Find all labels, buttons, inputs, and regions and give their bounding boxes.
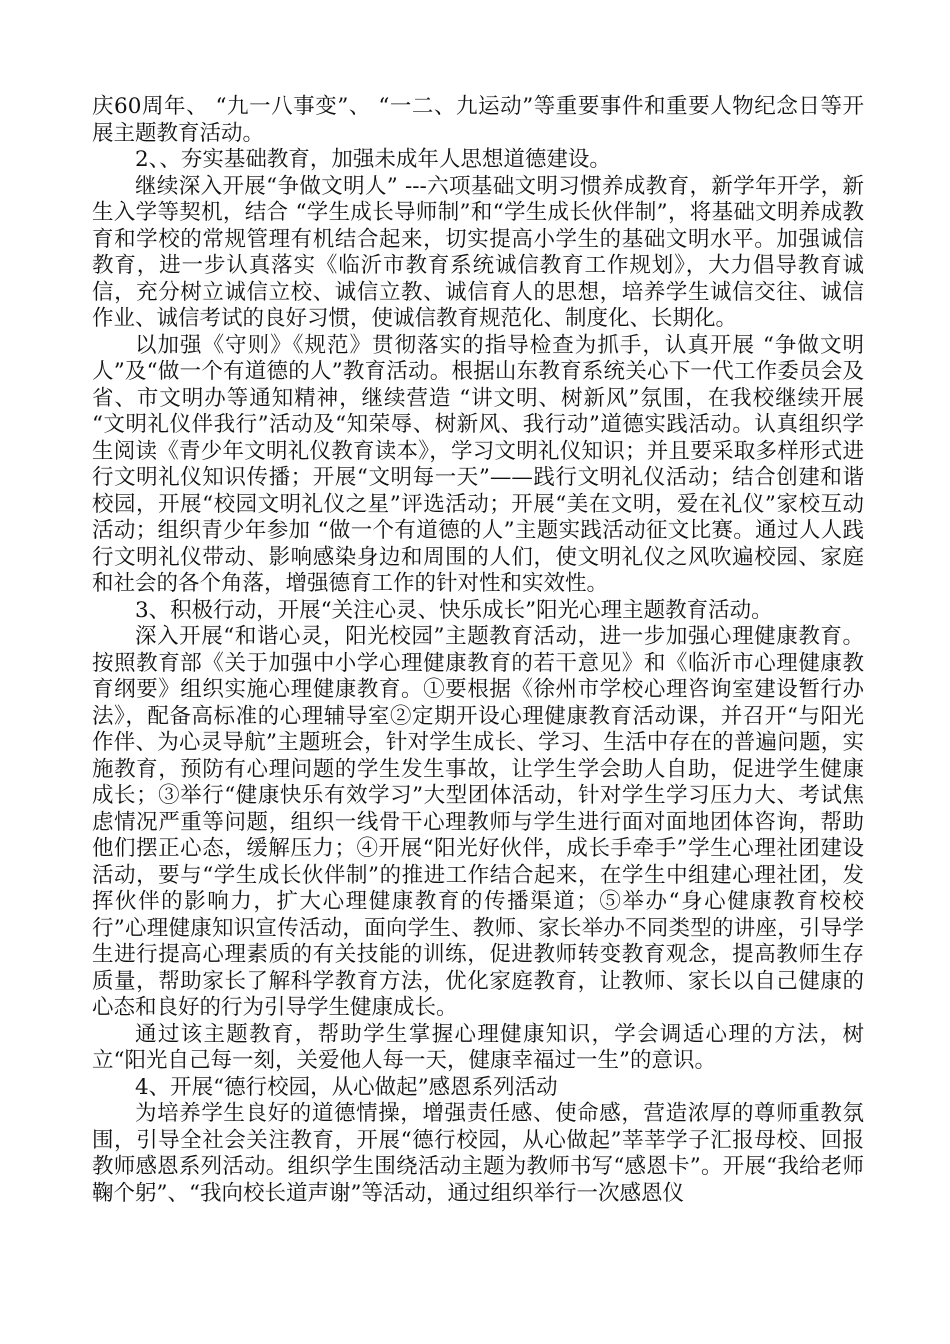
paragraph-mental-health: 深入开展“和谐心灵，阳光校园”主题教育活动，进一步加强心理健康教育。按照教育部《关于加强中小学心理健康教育的若干意见》和《临沂市心理健康教育纲要》组织实施心理健康教育。①要根据《徐州市学校心理咨询室建设暂行办法》，配备高标准的心理辅导室②定期开设心理健康教育活动课，并召开“与阳光作伴、为心灵导航”主题班会，针对学生成长、学习、生活中存在的普遍问题，实施教育，预防有心理问题的学生发生事故，让学生学会助人自助，促进学生健康成长；③举行“健康快乐有效学习”大型团体活动，针对学生学习压力大、考试焦虑情况严重等问题，组织一线骨干心理教师与学生进行面对面地团体咨询，帮助他们摆正心态，缓解压力；④开展“阳光好伙伴，成长手牵手”学生心理社团建设活动，要与“学生成长伙伴制”的推进工作结合起来，在学生中组建心理社团，发挥伙伴的影响力，扩大心理健康教育的传播渠道；⑤举办“身心健康教育校校行”心理健康知识宣传活动，面向学生、教师、家长举办不同类型的讲座，引导学生进行提高心理素质的有关技能的训练，促进教师转变教育观念，提高教师生存质量，帮助家长了解科学教育方法，优化家庭教育，让教师、家长以自己健康的心态和良好的行为引导学生健康成长。: [92, 624, 864, 1020]
document-page: [92, 94, 864, 1207]
section-heading-2: 2、、夯实基础教育，加强未成年人思想道德建设。: [135, 147, 611, 172]
paragraph-gratitude-activities: 为培养学生良好的道德情操，增强责任感、使命感，营造浓厚的尊师重教氛围，引导全社会关注教育，开展“德行校园，从心做起”莘莘学子汇报母校、回报教师感恩系列活动。组织学生围绕活动主题为教师书写“感恩卡”。开展“我给老师鞠个躬”、“我向校长道声谢”等活动，通过组织举行一次感恩仪: [92, 1101, 864, 1206]
paragraph-etiquette-activities: 以加强《守则》《规范》贯彻落实的指导检查为抓手，认真开展 “争做文明人”及“做一个有道德的人”教育活动。根据山东教育系统关心下一代工作委员会及省、市文明办等通知精神，继续营造 “讲文明、树新风”氛围，在我校继续开展 “文明礼仪伴我行”活动及“知荣辱、树新风、我行动”道德实践活动。认真组织学生阅读《青少年文明礼仪教育读本》，学习文明礼仪知识；并且要采取多样形式进行文明礼仪知识传播；开展“文明每一天”——践行文明礼仪活动；结合创建和谐校园，开展“校园文明礼仪之星”评选活动；开展“美在文明，爱在礼仪”家校互动活动；组织青少年参加 “做一个有道德的人”主题实践活动征文比赛。通过人人践行文明礼仪带动、影响感染身边和周围的人们，使文明礼仪之风吹遍校园、家庭和社会的各个角落，增强德育工作的针对性和实效性。: [92, 332, 864, 596]
section-heading-4: 4、开展“德行校园，从心做起”感恩系列活动: [135, 1074, 558, 1100]
paragraph-theme-education-summary: 通过该主题教育，帮助学生掌握心理健康知识，学会调适心理的方法，树立“阳光自己每一刻，关爱他人每一天，健康幸福过一生”的意识。: [92, 1021, 864, 1073]
paragraph-continuation: 庆60周年、 “九一八事变”、 “一二、九运动”等重要事件和重要人物纪念日等开展主题教育活动。: [92, 94, 864, 146]
section-heading-3: 3、积极行动，开展“关注心灵、快乐成长”阳光心理主题教育活动。: [135, 597, 773, 623]
paragraph-civility-education: 继续深入开展“争做文明人” ---六项基础文明习惯养成教育，新学年开学，新生入学等契机，结合 “学生成长导师制”和“学生成长伙伴制”，将基础文明养成教育和学校的常规管理有机结合起来，切实提高小学生的基础文明水平。加强诚信教育，进一步认真落实《临沂市教育系统诚信教育工作规划》，大力倡导教育诚信，充分树立诚信立校、诚信立教、诚信育人的思想，培养学生诚信交往、诚信作业、诚信考试的良好习惯，使诚信教育规范化、制度化、长期化。: [92, 173, 864, 331]
